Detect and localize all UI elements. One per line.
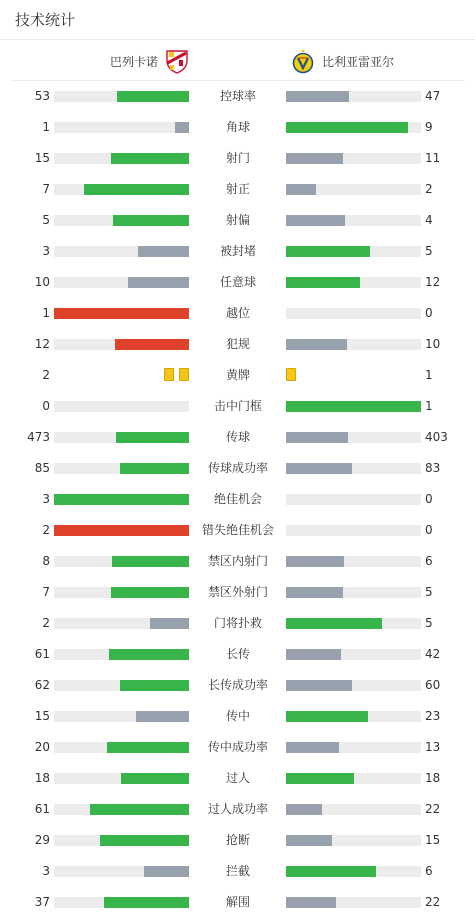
home-bar-track xyxy=(54,494,189,505)
away-bar-fill xyxy=(286,773,354,784)
home-bar-track xyxy=(54,432,189,443)
stat-row xyxy=(0,143,475,174)
away-value: 18 xyxy=(425,771,441,785)
away-bar-track xyxy=(286,711,421,722)
away-value: 10 xyxy=(425,337,441,351)
home-value: 3 xyxy=(42,492,50,506)
stat-label: 禁区外射门 xyxy=(207,585,268,599)
stat-row xyxy=(0,484,475,515)
away-bar-track xyxy=(286,91,421,102)
home-bar-fill xyxy=(109,649,189,660)
away-bar-track xyxy=(286,153,421,164)
away-value: 5 xyxy=(425,616,433,630)
away-bar-fill xyxy=(286,215,345,226)
home-bar-fill xyxy=(136,711,189,722)
stats-list xyxy=(0,81,475,918)
away-bar-fill xyxy=(286,649,341,660)
stat-label: 射门 xyxy=(225,151,250,165)
home-value: 0 xyxy=(42,399,50,413)
away-value: 403 xyxy=(425,430,448,444)
home-bar-fill xyxy=(113,215,189,226)
stat-row xyxy=(0,732,475,763)
stat-label: 抢断 xyxy=(225,833,250,847)
away-value: 13 xyxy=(425,740,441,754)
stat-label: 犯规 xyxy=(225,337,250,351)
stat-label: 传中成功率 xyxy=(207,740,268,754)
stat-label: 控球率 xyxy=(219,89,256,103)
home-bar-track xyxy=(54,184,189,195)
away-value: 0 xyxy=(425,306,433,320)
home-bar-fill xyxy=(175,122,189,133)
away-value: 22 xyxy=(425,895,441,909)
away-bar-fill xyxy=(286,91,349,102)
away-bar-fill xyxy=(286,184,316,195)
home-bar-track xyxy=(54,122,189,133)
home-bar-fill xyxy=(54,494,189,505)
away-bar-track xyxy=(286,463,421,474)
stat-row xyxy=(0,577,475,608)
home-bar-track xyxy=(54,277,189,288)
away-value: 0 xyxy=(425,492,433,506)
stat-row xyxy=(0,174,475,205)
away-bar-track xyxy=(286,525,421,536)
away-bar-track xyxy=(286,401,421,412)
home-bar-fill xyxy=(116,432,189,443)
away-value: 5 xyxy=(425,585,433,599)
villarreal-badge-icon xyxy=(290,48,316,74)
yellow-card-icon xyxy=(179,368,189,381)
stat-row xyxy=(0,639,475,670)
stat-row xyxy=(0,763,475,794)
home-bar-fill xyxy=(120,680,189,691)
stat-label: 过人 xyxy=(225,771,250,785)
home-bar-fill xyxy=(115,339,189,350)
yellow-card-icon xyxy=(164,368,174,381)
away-value: 42 xyxy=(425,647,441,661)
away-bar-fill xyxy=(286,153,343,164)
home-bar-fill xyxy=(121,773,189,784)
away-bar-track xyxy=(286,587,421,598)
away-bar-track xyxy=(286,897,421,908)
stat-row xyxy=(0,453,475,484)
stat-row xyxy=(0,856,475,887)
yellow-card-icon xyxy=(286,368,296,381)
home-bar-track xyxy=(54,866,189,877)
home-value: 12 xyxy=(34,337,50,351)
home-bar-track xyxy=(54,649,189,660)
stat-row xyxy=(0,329,475,360)
teams-header xyxy=(10,41,465,81)
home-value: 18 xyxy=(34,771,50,785)
away-bar-fill xyxy=(286,711,368,722)
home-bar-track xyxy=(54,525,189,536)
home-bar-fill xyxy=(100,835,189,846)
rayo-badge-icon xyxy=(164,48,190,74)
stat-label: 任意球 xyxy=(219,275,256,289)
stat-label: 黄牌 xyxy=(225,368,250,382)
away-value: 60 xyxy=(425,678,441,692)
home-value: 61 xyxy=(34,647,50,661)
stat-row xyxy=(0,422,475,453)
stat-label: 击中门框 xyxy=(213,399,262,413)
home-value: 473 xyxy=(27,430,50,444)
home-value: 2 xyxy=(42,523,50,537)
away-bar-fill xyxy=(286,804,322,815)
home-bar-fill xyxy=(111,153,189,164)
away-bar-fill xyxy=(286,432,348,443)
home-bar-track xyxy=(54,246,189,257)
away-value: 0 xyxy=(425,523,433,537)
home-bar-fill xyxy=(111,587,189,598)
stat-label: 拦截 xyxy=(225,864,250,878)
away-value: 47 xyxy=(425,89,441,103)
page-title: 技术统计 xyxy=(15,11,76,29)
stat-label: 传球成功率 xyxy=(207,461,268,475)
away-bar-track xyxy=(286,122,421,133)
stat-label: 被封堵 xyxy=(219,244,256,258)
home-value: 53 xyxy=(34,89,50,103)
away-bar-track xyxy=(286,618,421,629)
away-bar-fill xyxy=(286,246,370,257)
home-bar-track xyxy=(54,897,189,908)
home-bar-track xyxy=(54,401,189,412)
stat-row xyxy=(0,81,475,112)
home-value: 8 xyxy=(42,554,50,568)
away-value: 9 xyxy=(425,120,433,134)
stat-label: 传中 xyxy=(225,709,250,723)
stat-row xyxy=(0,825,475,856)
away-value: 22 xyxy=(425,802,441,816)
away-value: 2 xyxy=(425,182,433,196)
home-bar-fill xyxy=(84,184,189,195)
stat-row xyxy=(0,887,475,918)
home-bar-fill xyxy=(128,277,189,288)
home-bar-track xyxy=(54,618,189,629)
home-value: 2 xyxy=(42,368,50,382)
stat-row xyxy=(0,608,475,639)
away-bar-track xyxy=(286,246,421,257)
away-value: 83 xyxy=(425,461,441,475)
home-value: 15 xyxy=(34,151,50,165)
stat-label: 绝佳机会 xyxy=(213,492,262,506)
stat-label: 射正 xyxy=(225,182,250,196)
home-bar-track xyxy=(54,711,189,722)
home-bar-track xyxy=(54,91,189,102)
away-value: 11 xyxy=(425,151,441,165)
home-team[interactable] xyxy=(110,41,190,81)
away-bar-track xyxy=(286,494,421,505)
home-team-name: 巴列卡诺 xyxy=(109,54,158,69)
home-bar-track xyxy=(54,804,189,815)
stat-row xyxy=(0,205,475,236)
away-bar-track xyxy=(286,804,421,815)
stat-row xyxy=(0,794,475,825)
home-bar-fill xyxy=(107,742,189,753)
home-bar-track xyxy=(54,773,189,784)
home-bar-fill xyxy=(90,804,189,815)
stat-row xyxy=(0,360,475,391)
away-value: 12 xyxy=(425,275,441,289)
home-yellow-cards xyxy=(164,368,189,382)
home-bar-track xyxy=(54,153,189,164)
home-bar-track xyxy=(54,742,189,753)
away-value: 6 xyxy=(425,864,433,878)
home-bar-fill xyxy=(112,556,189,567)
home-bar-fill xyxy=(120,463,189,474)
away-bar-track xyxy=(286,184,421,195)
home-value: 20 xyxy=(34,740,50,754)
away-bar-track xyxy=(286,277,421,288)
stat-row xyxy=(0,236,475,267)
away-value: 1 xyxy=(425,399,433,413)
away-bar-fill xyxy=(286,680,352,691)
stat-row xyxy=(0,546,475,577)
away-value: 1 xyxy=(425,368,433,382)
away-bar-fill xyxy=(286,339,347,350)
home-value: 15 xyxy=(34,709,50,723)
home-value: 5 xyxy=(42,213,50,227)
stat-row xyxy=(0,515,475,546)
home-value: 1 xyxy=(42,120,50,134)
away-bar-fill xyxy=(286,835,332,846)
home-bar-track xyxy=(54,587,189,598)
home-value: 61 xyxy=(34,802,50,816)
away-bar-fill xyxy=(286,866,376,877)
away-bar-fill xyxy=(286,618,382,629)
home-bar-fill xyxy=(54,525,189,536)
away-bar-track xyxy=(286,432,421,443)
away-bar-fill xyxy=(286,401,421,412)
stat-label: 越位 xyxy=(225,306,250,320)
home-value: 1 xyxy=(42,306,50,320)
home-value: 2 xyxy=(42,616,50,630)
home-value: 85 xyxy=(34,461,50,475)
home-value: 7 xyxy=(42,585,50,599)
home-value: 7 xyxy=(42,182,50,196)
home-value: 10 xyxy=(34,275,50,289)
home-bar-fill xyxy=(54,308,189,319)
home-bar-fill xyxy=(104,897,189,908)
away-bar-track xyxy=(286,556,421,567)
away-value: 15 xyxy=(425,833,441,847)
away-bar-fill xyxy=(286,587,343,598)
away-team-name: 比利亚雷亚尔 xyxy=(322,54,395,69)
away-bar-fill xyxy=(286,463,352,474)
stat-row xyxy=(0,701,475,732)
stat-label: 长传成功率 xyxy=(207,678,268,692)
stat-row xyxy=(0,267,475,298)
away-bar-track xyxy=(286,742,421,753)
home-value: 29 xyxy=(34,833,50,847)
stat-label: 错失绝佳机会 xyxy=(201,523,274,537)
away-team[interactable] xyxy=(290,41,394,81)
away-bar-fill xyxy=(286,556,344,567)
stat-row xyxy=(0,670,475,701)
away-value: 5 xyxy=(425,244,433,258)
away-value: 6 xyxy=(425,554,433,568)
away-bar-track xyxy=(286,649,421,660)
stat-label: 解围 xyxy=(225,895,250,909)
home-bar-fill xyxy=(144,866,189,877)
away-bar-track xyxy=(286,866,421,877)
away-bar-track xyxy=(286,680,421,691)
home-bar-fill xyxy=(138,246,189,257)
home-bar-track xyxy=(54,308,189,319)
stat-label: 禁区内射门 xyxy=(207,554,268,568)
home-bar-track xyxy=(54,215,189,226)
stat-label: 门将扑救 xyxy=(213,616,262,630)
away-bar-track xyxy=(286,215,421,226)
home-bar-track xyxy=(54,339,189,350)
home-bar-track xyxy=(54,835,189,846)
away-bar-fill xyxy=(286,897,336,908)
home-value: 62 xyxy=(34,678,50,692)
home-bar-fill xyxy=(117,91,189,102)
away-yellow-cards xyxy=(286,368,296,382)
home-value: 3 xyxy=(42,244,50,258)
home-bar-track xyxy=(54,556,189,567)
away-value: 23 xyxy=(425,709,441,723)
away-bar-track xyxy=(286,835,421,846)
home-value: 37 xyxy=(34,895,50,909)
title-bar xyxy=(0,0,475,40)
stat-row xyxy=(0,391,475,422)
stat-label: 角球 xyxy=(225,120,250,134)
home-bar-track xyxy=(54,680,189,691)
away-bar-fill xyxy=(286,742,339,753)
stat-label: 传球 xyxy=(225,430,250,444)
home-bar-fill xyxy=(150,618,189,629)
stat-label: 过人成功率 xyxy=(207,802,268,816)
away-bar-fill xyxy=(286,277,360,288)
away-bar-fill xyxy=(286,122,408,133)
stat-row xyxy=(0,112,475,143)
away-bar-track xyxy=(286,339,421,350)
away-value: 4 xyxy=(425,213,433,227)
away-bar-track xyxy=(286,308,421,319)
away-bar-track xyxy=(286,773,421,784)
home-value: 3 xyxy=(42,864,50,878)
home-bar-track xyxy=(54,463,189,474)
stat-row xyxy=(0,298,475,329)
stat-label: 长传 xyxy=(225,647,250,661)
stat-label: 射偏 xyxy=(225,213,250,227)
